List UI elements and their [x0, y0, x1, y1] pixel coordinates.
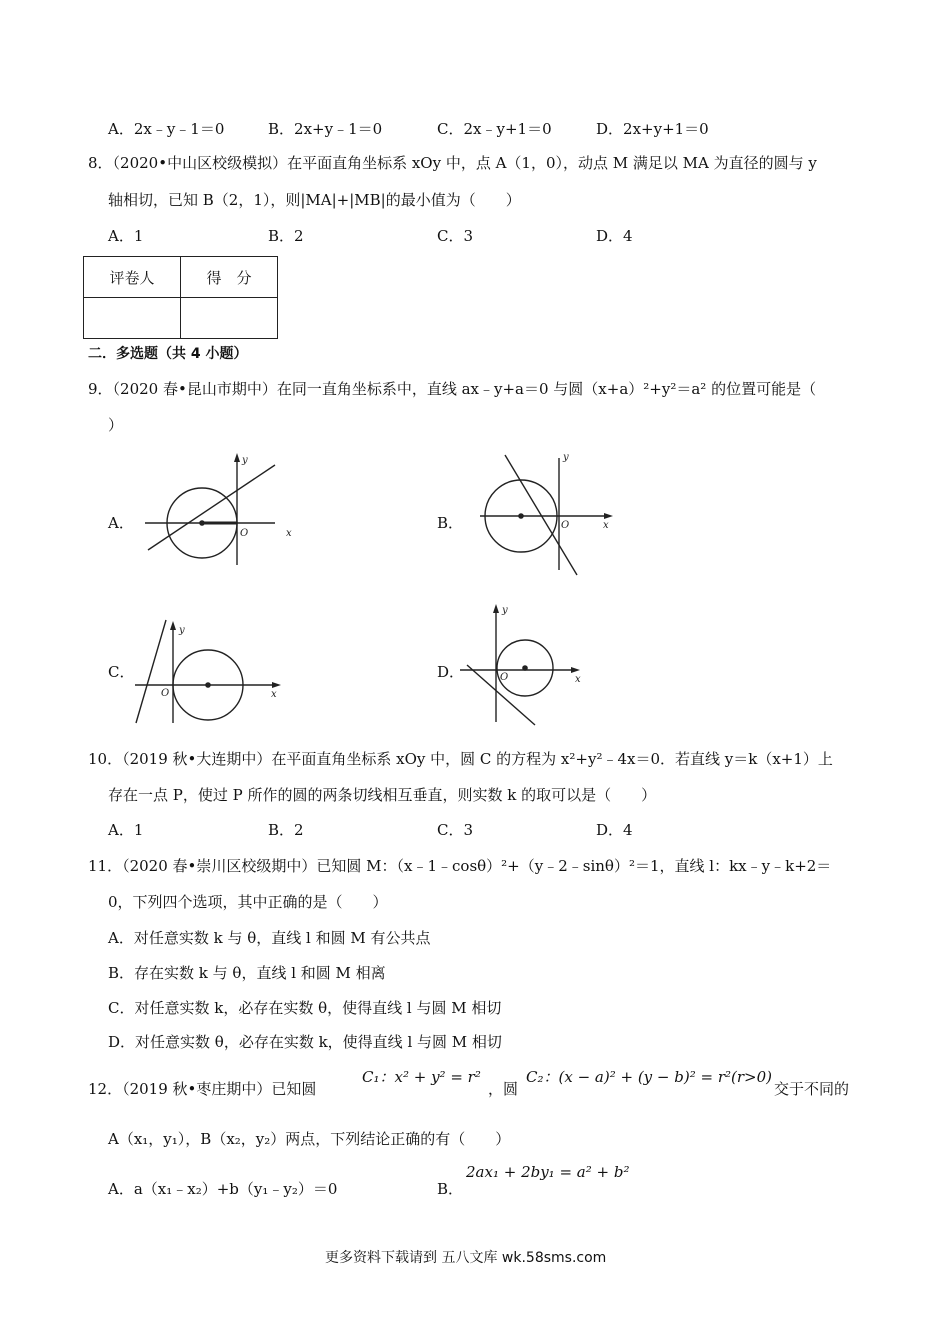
q12-circle-c2: C₂：(x − a)² + (y − b)² = r²(r>0): [526, 1068, 772, 1086]
y-axis-arrow-icon: [234, 453, 240, 462]
q8-option-d: D．4: [596, 227, 633, 245]
q9-option-d-label: D．: [437, 663, 465, 681]
section-title: 二．多选题（共 4 小题）: [88, 346, 248, 362]
q8-option-b: B．2: [268, 227, 304, 245]
line: [136, 620, 166, 723]
q10-option-d: D．4: [596, 821, 633, 839]
x-axis-label: x: [271, 689, 277, 700]
x-axis-label: x: [575, 674, 581, 685]
x-axis-arrow-icon: [604, 513, 613, 519]
q12-stem-line2: A（x₁，y₁），B（x₂，y₂）两点，下列结论正确的有（ ）: [108, 1130, 511, 1148]
circle-center: [199, 520, 205, 526]
q9-option-a-label: A．: [108, 514, 134, 532]
q9-figure-d: [455, 600, 595, 730]
q7-option-b: B．2x+y﹣1＝0: [268, 120, 383, 138]
circle-center: [518, 513, 524, 519]
y-axis-arrow-icon: [170, 621, 176, 630]
q9-stem-line2: ）: [108, 416, 124, 434]
q11-option-d: D．对任意实数 θ，必存在实数 k，使得直线 l 与圆 M 相切: [108, 1033, 502, 1051]
score-cell: [181, 298, 278, 339]
q12-option-a: A．a（x₁﹣x₂）+b（y₁﹣y₂）＝0: [108, 1180, 338, 1198]
y-axis-arrow-icon: [493, 604, 499, 613]
q7-option-c: C．2x﹣y+1＝0: [437, 120, 552, 138]
q7-option-d: D．2x+y+1＝0: [596, 120, 709, 138]
y-axis-label: y: [563, 452, 569, 463]
origin-label: O: [561, 520, 570, 531]
footer-text: 更多资料下载请到 五八文库 wk.58sms.com: [325, 1250, 607, 1266]
q10-option-a: A．1: [108, 821, 144, 839]
circle-center: [205, 682, 211, 688]
q10-stem-line1: 10．（2019 秋•大连期中）在平面直角坐标系 xOy 中，圆 C 的方程为 x²+y²﹣4x＝0．若直线 y＝k（x+1）上: [88, 750, 833, 768]
q11-stem-line1: 11．（2020 春•崇川区校级期中）已知圆 M：（x﹣1﹣cosθ）²+（y﹣2﹣sinθ）²＝1，直线 l：kx﹣y﹣k+2＝: [88, 857, 832, 875]
q9-figure-c: [130, 615, 290, 730]
q11-option-b: B．存在实数 k 与 θ，直线 l 和圆 M 相离: [108, 964, 386, 982]
q11-option-c: C．对任意实数 k，必存在实数 θ，使得直线 l 与圆 M 相切: [108, 999, 502, 1017]
q10-option-b: B．2: [268, 821, 304, 839]
q12-stem-suffix: 交于不同的: [774, 1080, 850, 1098]
q12-circle-c1: C₁：x² + y² = r²: [362, 1068, 481, 1086]
y-axis-label: y: [242, 455, 248, 466]
q11-stem-line2: 0，下列四个选项，其中正确的是（ ）: [108, 893, 388, 911]
origin-label: O: [240, 528, 249, 539]
q8-stem-line1: 8．（2020•中山区校级模拟）在平面直角坐标系 xOy 中，点 A（1，0），动点 M 满足以 MA 为直径的圆与 y: [88, 154, 817, 172]
origin-label: O: [161, 688, 170, 699]
line: [505, 455, 577, 575]
origin-label: O: [500, 672, 509, 683]
reviewer-header: 评卷人: [84, 257, 181, 298]
y-axis-label: y: [179, 625, 185, 636]
x-axis-label: x: [603, 520, 609, 531]
line: [148, 465, 275, 550]
q8-option-a: A．1: [108, 227, 144, 245]
q7-option-a: A．2x﹣y﹣1＝0: [108, 120, 225, 138]
x-axis-arrow-icon: [272, 682, 281, 688]
x-axis-arrow-icon: [571, 667, 580, 673]
q10-option-c: C．3: [437, 821, 474, 839]
q9-option-c-label: C．: [108, 663, 135, 681]
circle-center: [522, 665, 528, 671]
q12-stem-prefix: 12．（2019 秋•枣庄期中）已知圆: [88, 1080, 317, 1098]
q9-option-b-label: B．: [437, 514, 464, 532]
q8-option-c: C．3: [437, 227, 474, 245]
q12-option-b-formula: 2ax₁ + 2by₁ = a² + b²: [466, 1163, 630, 1181]
score-header: 得 分: [181, 257, 278, 298]
grading-table: [83, 256, 278, 339]
q9-stem-line1: 9．（2020 春•昆山市期中）在同一直角坐标系中，直线 ax﹣y+a＝0 与圆（x+a）²+y²＝a² 的位置可能是（: [88, 380, 817, 398]
q10-stem-line2: 存在一点 P，使过 P 所作的圆的两条切线相互垂直，则实数 k 的取可以是（ ）: [108, 786, 657, 804]
q12-stem-mid: ，圆: [488, 1080, 519, 1098]
y-axis-label: y: [502, 605, 508, 616]
x-axis-label: x: [286, 528, 292, 539]
q12-option-b-label: B．: [437, 1180, 464, 1198]
q8-stem-line2: 轴相切，已知 B（2，1），则|MA|+|MB|的最小值为（ ）: [108, 191, 521, 209]
reviewer-cell: [84, 298, 181, 339]
q9-figure-b: [475, 450, 625, 580]
q9-figure-a: [140, 450, 310, 575]
q11-option-a: A．对任意实数 k 与 θ，直线 l 和圆 M 有公共点: [108, 929, 431, 947]
